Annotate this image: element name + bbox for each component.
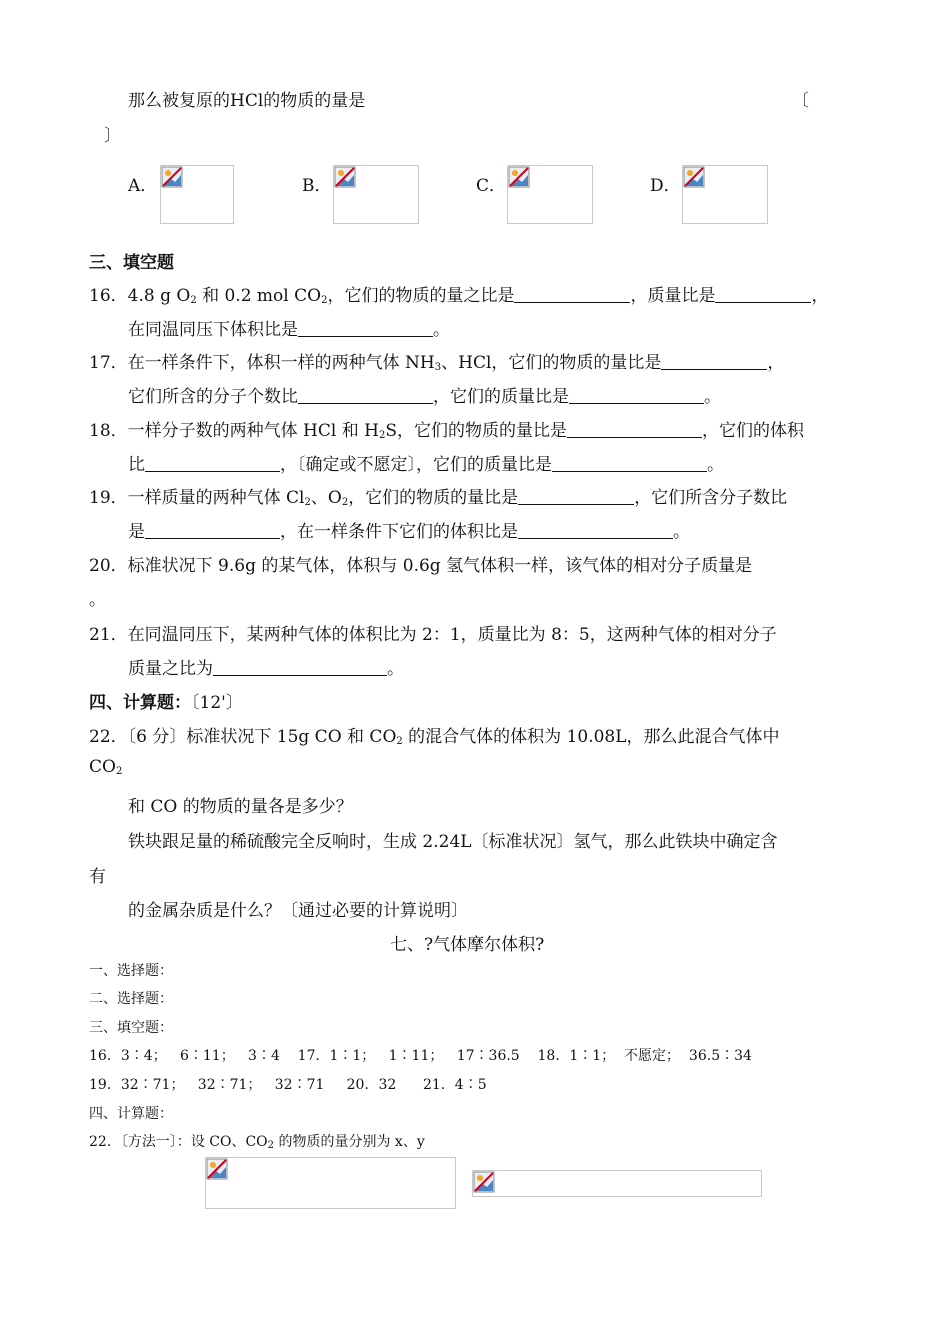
question-22: 22．〔6 分〕标准状况下 15g CO 和 $CO_2$ 的混合气体的体积为 10.08L，那么此混合气体中 [89,727,780,747]
question-22-line4: 铁块跟足量的稀硫酸完全反响时，生成 2.24L〔标准状况〕氢气，那么此铁块中确定含 [128,832,778,852]
option-a-label: A． [128,176,158,196]
answers-line: 16．3∶4； 6∶11； 3∶4 17．1∶1； 1∶11； 17∶36.5 18．1∶1； 不愿定； 36.5∶34 [89,1048,752,1064]
question-16-line2: 在同温同压下体积比是 。 [128,320,450,340]
question-22-line2: $CO_2$ [89,757,123,777]
option-c-image [507,165,593,224]
section-title-calculation: 四、计算题：〔12'〕 [89,693,243,713]
option-b-image [333,165,419,224]
question-22-line3: 和 CO 的物质的量各是多少？ [128,797,353,817]
answers-line: 一、选择题： [89,963,173,979]
answer-blank[interactable] [518,488,634,505]
broken-image-icon [473,1171,495,1193]
answers-line: 四、计算题： [89,1106,173,1122]
answers-title: 七、?气体摩尔体积? [390,935,545,955]
answer-blank[interactable] [145,455,280,472]
option-d-label: D． [650,176,681,196]
section-title-fill-blank: 三、填空题 [89,253,174,273]
option-d-image [682,165,768,224]
bracket-open: 〔 [792,91,809,111]
answer-blank[interactable] [518,522,673,539]
question-18-line2: 比 ，〔确定或不愿定〕，它们的质量比是 。 [128,455,724,475]
broken-image-icon [508,166,530,188]
answer-blank[interactable] [298,387,433,404]
answers-line: 二、选择题： [89,991,173,1007]
option-b-label: B． [302,176,332,196]
broken-image-icon [161,166,183,188]
answer-blank[interactable] [213,659,387,676]
broken-image-icon [334,166,356,188]
solution-image-2 [472,1170,762,1197]
answer-blank[interactable] [145,522,280,539]
broken-image-icon [683,166,705,188]
solution-image-1 [205,1157,456,1209]
option-a-image [160,165,234,224]
answer-blank[interactable] [569,387,704,404]
question-17: 17．在一样条件下，体积一样的两种气体 $NH_3$、HCl，它们的物质的量比是 ， [89,353,785,373]
answer-blank[interactable] [514,286,630,303]
answers-line: 22．〔方法一〕：设 CO、$CO_2$ 的物质的量分别为 x、y [89,1134,425,1151]
question-21-line2: 质量之比为 。 [128,659,404,679]
question-19: 19．一样质量的两种气体 $Cl_2$、$O_2$，它们的物质的量比是 ，它们所含分子数比 [89,488,788,508]
bracket-close: 〕 [104,126,121,146]
answer-blank[interactable] [715,286,811,303]
question-20-line2: 。 [89,590,106,610]
question-21: 21．在同温同压下，某两种气体的体积比为 2：1，质量比为 8：5，这两种气体的相对分子 [89,625,777,645]
option-c-label: C． [476,176,507,196]
question-16: 16．4.8 g $O_2$ 和 0.2 mol $CO_2$，它们的物质的量之比是 ，质量比是 ， [89,286,829,306]
answer-blank[interactable] [567,421,702,438]
answer-blank[interactable] [661,353,767,370]
answer-blank[interactable] [298,320,433,337]
question-22-line6: 的金属杂质是什么？〔通过必要的计算说明〕 [128,901,468,921]
question-20: 20．标准状况下 9.6g 的某气体，体积与 0.6g 氢气体积一样，该气体的相对分子质量是 [89,556,753,576]
question-18: 18．一样分子数的两种气体 HCl 和 $H_2S$，它们的物质的量比是 ，它们的体积 [89,421,804,441]
answers-line: 19．32∶71； 32∶71； 32∶71 20．32 21．4∶5 [89,1077,487,1093]
question-22-line5: 有 [89,867,106,887]
answers-line: 三、填空题： [89,1020,173,1036]
broken-image-icon [206,1158,228,1180]
question-19-line2: 是 ，在一样条件下它们的体积比是 。 [128,522,690,542]
question-17-line2: 它们所含的分子个数比 ，它们的质量比是 。 [128,387,721,407]
answer-blank[interactable] [552,455,707,472]
question-text: 那么被复原的HCl的物质的量是 [128,91,366,111]
